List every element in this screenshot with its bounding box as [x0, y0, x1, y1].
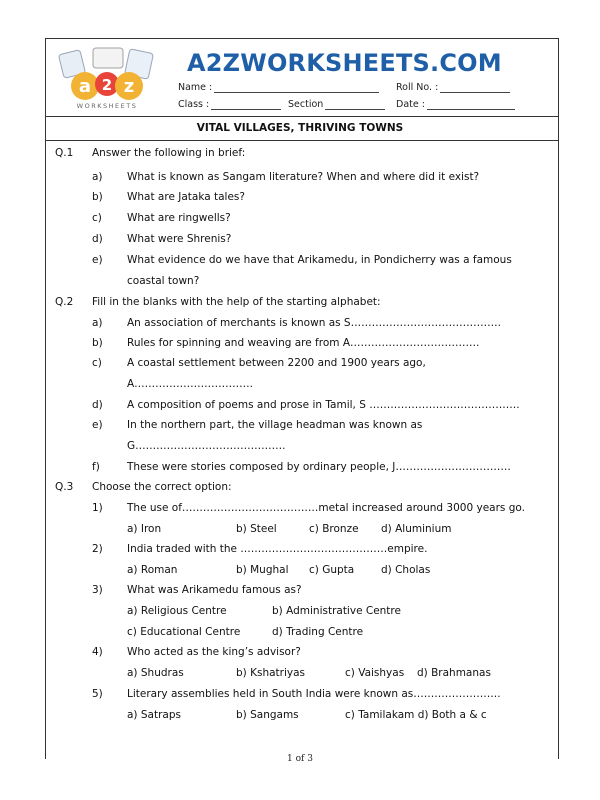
question-number: Q.1 — [55, 147, 74, 159]
item-letter: a) — [92, 171, 103, 183]
option: b) Mughal — [236, 564, 289, 576]
item-letter: e) — [92, 254, 103, 266]
title-divider — [45, 140, 558, 141]
item-text-continued: G……………………………………. — [127, 440, 286, 452]
item-number: 1) — [92, 502, 103, 514]
item-letter: c) — [92, 357, 102, 369]
option: c) Vaishyas — [345, 667, 405, 679]
option: c) Gupta — [309, 564, 355, 576]
item-text: What is known as Sangam literature? When and where did it exist? — [127, 171, 480, 183]
item-number: 5) — [92, 688, 103, 700]
item-number: 4) — [92, 646, 103, 658]
option: b) Steel — [236, 523, 277, 535]
item-text: Who acted as the king’s advisor? — [127, 646, 301, 658]
option: d) Trading Centre — [272, 626, 364, 638]
item-text: What are Jataka tales? — [127, 191, 245, 203]
option: b) Kshatriyas — [236, 667, 306, 679]
a2z-logo — [55, 46, 165, 112]
option: a) Satraps — [127, 709, 181, 721]
item-text: A composition of poems and prose in Tamil, S ……………………………………. — [127, 399, 520, 411]
item-text: What were Shrenis? — [127, 233, 232, 245]
item-letter: c) — [92, 212, 102, 224]
option: d) Cholas — [381, 564, 431, 576]
option: c) Bronze — [309, 523, 359, 535]
option: c) Educational Centre — [127, 626, 241, 638]
item-letter: a) — [92, 317, 103, 329]
worksheet-title: VITAL VILLAGES, THRIVING TOWNS — [196, 122, 404, 134]
svg-text:2: 2 — [101, 76, 113, 94]
option: d) Brahmanas — [417, 667, 491, 679]
question-text: Choose the correct option: — [92, 481, 232, 493]
site-title: A2ZWORKSHEETS.COM — [187, 49, 502, 77]
item-text: Literary assemblies held in South India were known as……………………. — [127, 688, 501, 700]
item-text: What evidence do we have that Arikamedu, in Pondicherry was a famous — [127, 254, 512, 266]
option: b) Sangams — [236, 709, 299, 721]
option: c) Tamilakam d) Both a & c — [345, 709, 487, 721]
option: b) Administrative Centre — [272, 605, 401, 617]
question-number: Q.2 — [55, 296, 74, 308]
roll-field: Roll No. : — [396, 82, 510, 93]
item-letter: d) — [92, 233, 103, 245]
option: a) Shudras — [127, 667, 184, 679]
option: a) Religious Centre — [127, 605, 227, 617]
item-text: The use of…………………………………metal increased around 3000 years go. — [127, 502, 525, 514]
item-text: What was Arikamedu famous as? — [127, 584, 302, 596]
item-text: A coastal settlement between 2200 and 1900 years ago, — [127, 357, 426, 369]
item-text: These were stories composed by ordinary people, J…………………………… — [127, 461, 511, 473]
item-letter: b) — [92, 191, 103, 203]
item-text-continued: coastal town? — [127, 275, 200, 287]
item-letter: d) — [92, 399, 103, 411]
option: a) Iron — [127, 523, 162, 535]
header-divider — [45, 116, 558, 117]
class-field: Class : — [178, 99, 281, 110]
item-text: India traded with the ……………………………………empire. — [127, 543, 428, 555]
item-letter: e) — [92, 419, 103, 431]
question-number: Q.3 — [55, 481, 74, 493]
svg-text:WORKSHEETS: WORKSHEETS — [76, 102, 138, 110]
question-text: Answer the following in brief: — [92, 147, 246, 159]
svg-text:z: z — [123, 76, 135, 97]
item-letter: f) — [92, 461, 100, 473]
item-text: Rules for spinning and weaving are from A………………………………. — [127, 337, 480, 349]
item-text: What are ringwells? — [127, 212, 231, 224]
question-text: Fill in the blanks with the help of the starting alphabet: — [92, 296, 381, 308]
section-field: Section — [288, 99, 385, 110]
name-field: Name : — [178, 82, 379, 93]
item-text-continued: A……………………………. — [127, 378, 254, 390]
item-number: 2) — [92, 543, 103, 555]
item-text: In the northern part, the village headman was known as — [127, 419, 423, 431]
item-letter: b) — [92, 337, 103, 349]
option: a) Roman — [127, 564, 178, 576]
date-field: Date : — [396, 99, 515, 110]
svg-text:a: a — [78, 76, 92, 97]
option: d) Aluminium — [381, 523, 452, 535]
item-text: An association of merchants is known as S……………………………………. — [127, 317, 501, 329]
page-number: 1 of 3 — [287, 754, 313, 764]
item-number: 3) — [92, 584, 103, 596]
